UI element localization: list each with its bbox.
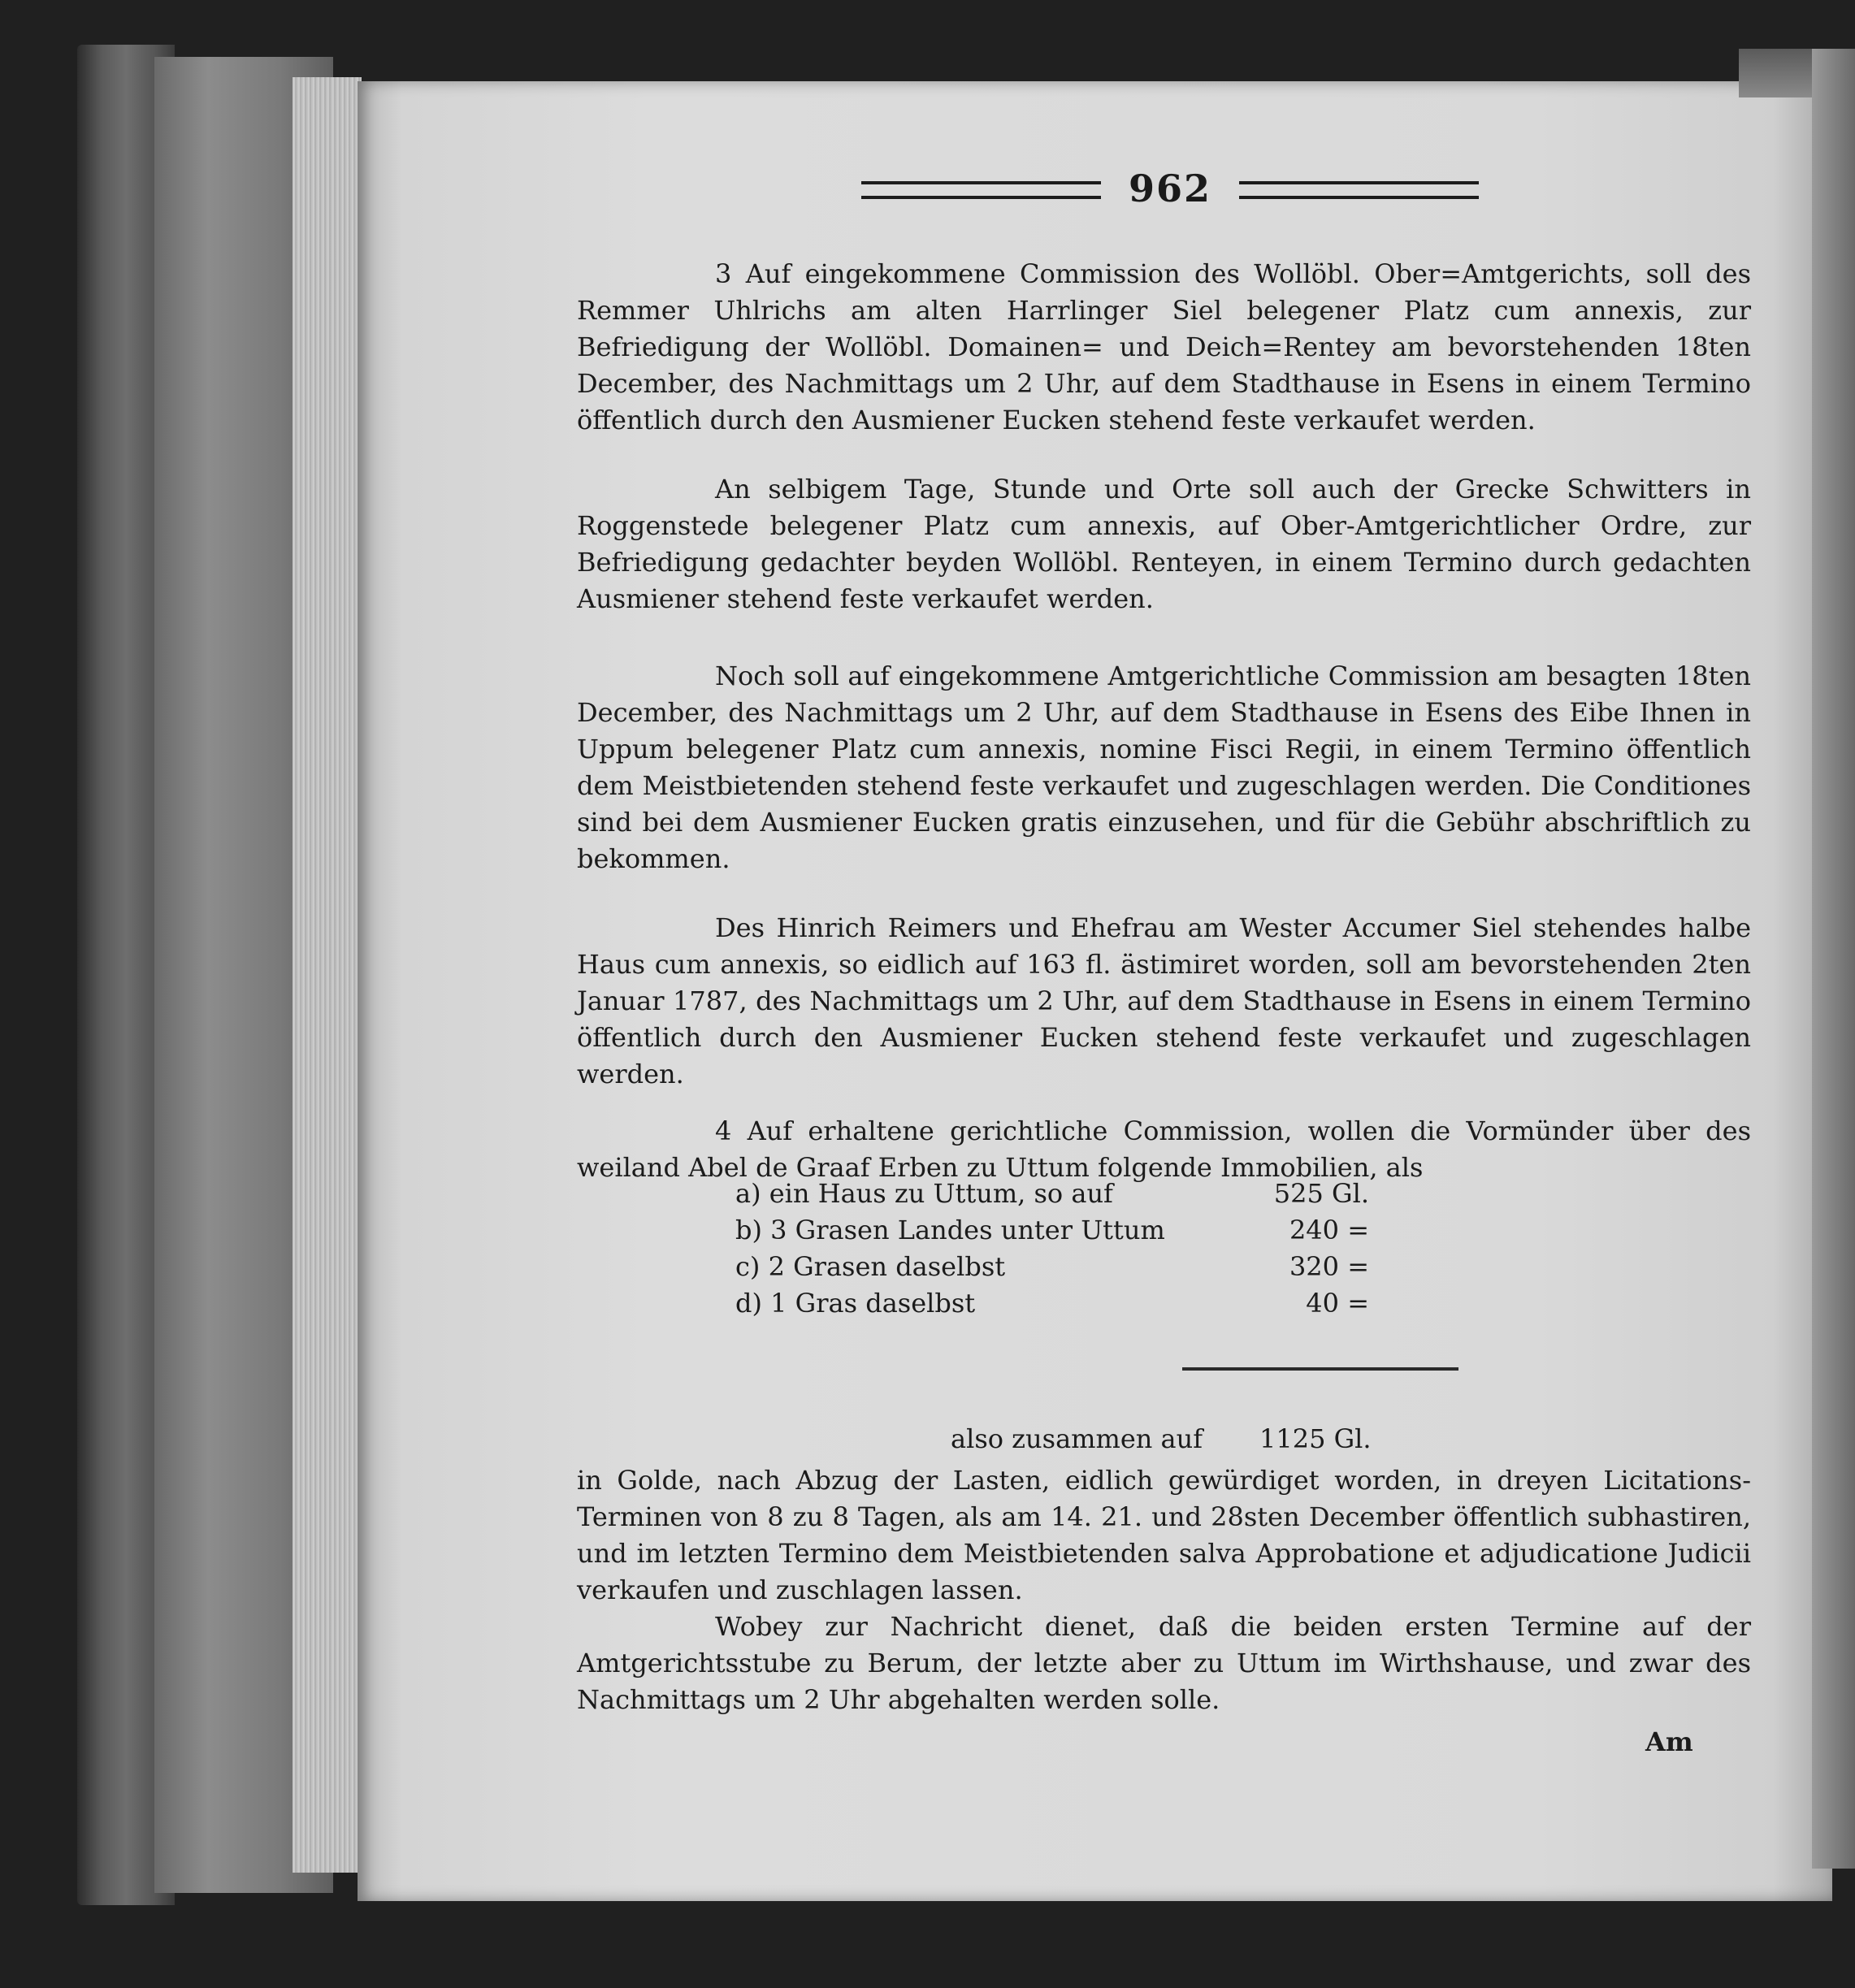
list-item: [735, 1251, 1369, 1288]
paragraph-4: [577, 910, 1751, 1093]
catchword: Am: [1645, 1726, 1693, 1757]
total-label: also zusammen auf: [951, 1423, 1203, 1454]
item-label: b) 3 Grasen Landes unter Uttum: [735, 1215, 1165, 1245]
paragraph-text: An selbigem Tage, Stunde und Orte soll auch der Grecke Schwitters in Roggenstede belegener Platz cum annexis, auf Ober-Amtgerichtlicher Ordre, zur Befriedigung gedachter beyden Wollöbl. Renteyen, in einem Termino durch gedachten Ausmiener stehend feste verkaufet werden.: [577, 474, 1751, 614]
item-value: 40 =: [1306, 1288, 1369, 1319]
item-label: d) 1 Gras daselbst: [735, 1288, 976, 1319]
sum-rule: [1182, 1367, 1458, 1371]
closing-note: [577, 1609, 1751, 1718]
item-label: a) ein Haus zu Uttum, so auf: [735, 1178, 1113, 1209]
page-header: [861, 167, 1479, 210]
closing-paragraph: [577, 1462, 1751, 1609]
total-value: 1125 Gl.: [1259, 1423, 1372, 1454]
header-rule-left: [861, 181, 1101, 199]
item-value: 320 =: [1289, 1251, 1369, 1282]
paragraph-3: [577, 658, 1751, 877]
item-value: 240 =: [1289, 1215, 1369, 1245]
page-number: 962: [1128, 167, 1212, 210]
total-line: [951, 1423, 1438, 1454]
page-edges: [293, 77, 362, 1873]
item-label: c) 2 Grasen daselbst: [735, 1251, 1006, 1282]
right-page-edge: [1812, 49, 1855, 1869]
paragraph-text: Des Hinrich Reimers und Ehefrau am Wester Accumer Siel stehendes halbe Haus cum annexis, so eidlich auf 163 fl. ästimiret worden, soll am bevorstehenden 2ten Januar 1787, des Nachmittags um 2 Uhr, auf dem Stadthause in Esens in einem Termino öffentlich durch den Ausmiener Eucken stehend feste verkaufet und zugeschlagen werden.: [577, 912, 1751, 1089]
paragraph-5: [577, 1113, 1751, 1186]
paragraph-1: [577, 256, 1751, 439]
list-item: [735, 1178, 1369, 1215]
immobilien-list: [735, 1178, 1369, 1324]
paragraph-text: Noch soll auf eingekommene Amtgerichtliche Commission am besagten 18ten December, des Nachmittags um 2 Uhr, auf dem Stadthause in Esens des Eibe Ihnen in Uppum belegener Platz cum annexis, nomine Fisci Regii, in einem Termino öffentlich dem Meistbietenden stehend feste verkaufet und zugeschlagen werden. Die Conditiones sind bei dem Ausmiener Eucken gratis einzusehen, und für die Gebühr abschriftlich zu bekommen.: [577, 661, 1751, 874]
paragraph-2: [577, 471, 1751, 617]
paragraph-text: Wobey zur Nachricht dienet, daß die beiden ersten Termine auf der Amtgerichtsstube zu Berum, der letzte aber zu Uttum im Wirthshause, und zwar des Nachmittags um 2 Uhr abgehalten werden solle.: [577, 1611, 1751, 1715]
paragraph-text: 4 Auf erhaltene gerichtliche Commission, wollen die Vormünder über des weiland Abel de Graaf Erben zu Uttum folgende Immobilien, als: [577, 1115, 1751, 1183]
header-rule-right: [1239, 181, 1479, 199]
paragraph-text: in Golde, nach Abzug der Lasten, eidlich gewürdiget worden, in dreyen Licitations-Terminen von 8 zu 8 Tagen, als am 14. 21. und 28sten December öffentlich subhastiren, und im letzten Termino dem Meistbietenden salva Approbatione et adjudicatione Judicii verkaufen und zuschlagen lassen.: [577, 1465, 1751, 1605]
list-item: [735, 1215, 1369, 1251]
list-item: [735, 1288, 1369, 1324]
item-value: 525 Gl.: [1273, 1178, 1369, 1209]
paragraph-text: 3 Auf eingekommene Commission des Wollöbl. Ober=Amtgerichts, soll des Remmer Uhlrichs am alten Harrlinger Siel belegener Platz cum annexis, zur Befriedigung der Wollöbl. Domainen= und Deich=Rentey am bevorstehenden 18ten December, des Nachmittags um 2 Uhr, auf dem Stadthause in Esens in einem Termino öffentlich durch den Ausmiener Eucken stehend feste verkaufet werden.: [577, 258, 1751, 435]
